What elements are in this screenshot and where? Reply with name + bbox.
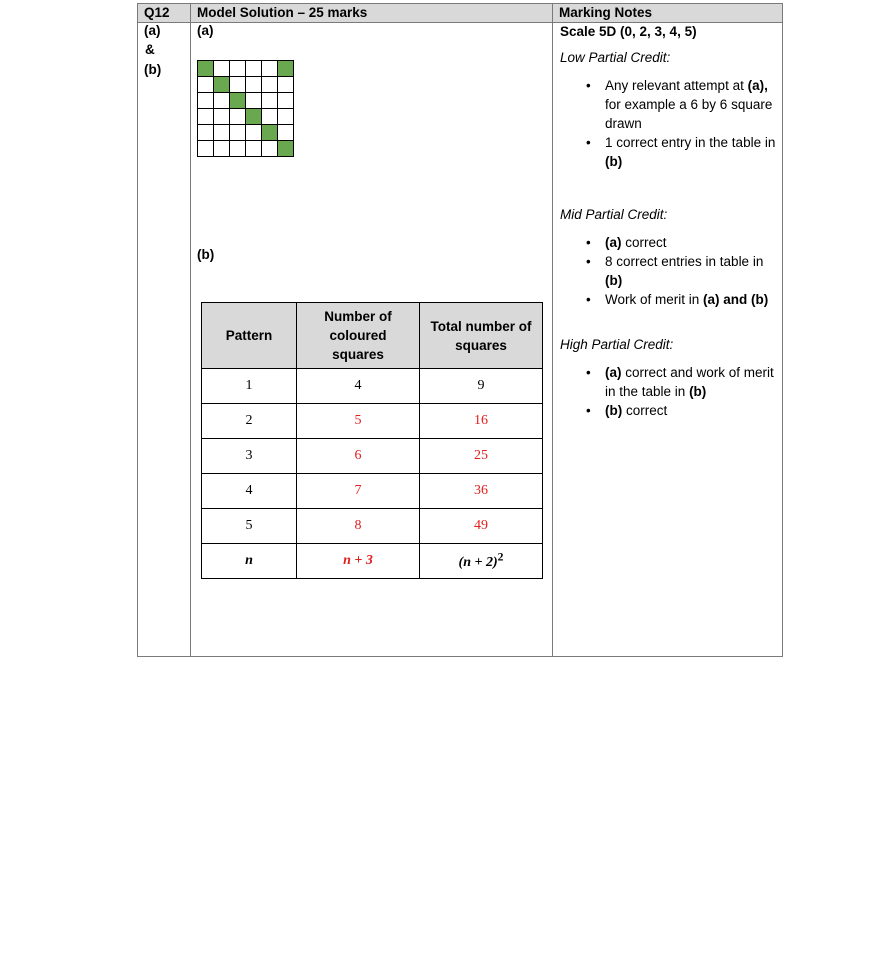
list-item: • (a) correct	[586, 235, 667, 250]
table-row	[202, 369, 543, 404]
solution-header: Model Solution – 25 marks	[197, 5, 368, 20]
solution-part-a-label: (a)	[197, 23, 214, 38]
grid-cell-empty	[230, 125, 246, 141]
list-item: • (a) correct and work of merit in the table in (b)	[586, 365, 774, 399]
list-item: • Work of merit in (a) and (b)	[586, 292, 769, 307]
grid-cell-empty	[278, 109, 294, 125]
grid-cell-empty	[230, 77, 246, 93]
mid-credit-title: Mid Partial Credit:	[560, 207, 668, 222]
low-credit-list	[560, 76, 782, 171]
grid-cell-filled	[230, 93, 246, 109]
column-divider	[552, 4, 553, 656]
cell-coloured-n: n + 3	[297, 544, 420, 579]
table-row	[202, 474, 543, 509]
list-item: • (b) correct	[586, 403, 668, 418]
grid-cell-empty	[262, 93, 278, 109]
label-ampersand: &	[145, 42, 155, 57]
grid-cell-empty	[246, 141, 262, 157]
cell-total-n	[420, 544, 543, 579]
grid-cell-empty	[230, 141, 246, 157]
grid-cell-empty	[198, 77, 214, 93]
grid-cell-empty	[278, 93, 294, 109]
cell-pattern: 1	[202, 369, 297, 404]
cell-total: 49	[420, 509, 543, 544]
grid-cell-empty	[230, 61, 246, 77]
grid-cell-empty	[278, 77, 294, 93]
grid-row	[198, 141, 294, 157]
table-row	[202, 509, 543, 544]
table-header-row	[202, 303, 543, 369]
grid-cell-empty	[230, 109, 246, 125]
grid-cell-empty	[246, 93, 262, 109]
grid-cell-filled	[262, 125, 278, 141]
grid-cell-empty	[246, 61, 262, 77]
table-row-general	[202, 544, 543, 579]
grid-cell-filled	[198, 61, 214, 77]
grid-row	[198, 93, 294, 109]
grid-cell-empty	[214, 141, 230, 157]
low-credit-title: Low Partial Credit:	[560, 50, 671, 65]
solution-part-b-label: (b)	[197, 247, 215, 262]
grid-cell-filled	[214, 77, 230, 93]
total-n-exponent: 2	[497, 550, 504, 564]
cell-total: 25	[420, 439, 543, 474]
question-number: Q12	[144, 5, 170, 20]
header-total: Total number of squares	[420, 303, 543, 369]
grid-cell-empty	[198, 93, 214, 109]
cell-total: 36	[420, 474, 543, 509]
cell-coloured: 5	[297, 404, 420, 439]
label-part-b: (b)	[144, 62, 162, 77]
header-coloured: Number of coloured squares	[297, 303, 420, 369]
cell-coloured: 7	[297, 474, 420, 509]
notes-header: Marking Notes	[559, 5, 653, 20]
mid-credit-list	[560, 233, 782, 309]
cell-coloured: 6	[297, 439, 420, 474]
grid-cell-empty	[262, 109, 278, 125]
high-credit-list	[560, 363, 782, 420]
cell-coloured: 4	[297, 369, 420, 404]
cell-pattern: 3	[202, 439, 297, 474]
grid-cell-empty	[198, 125, 214, 141]
grid-cell-empty	[214, 109, 230, 125]
grid-cell-empty	[246, 77, 262, 93]
scale-line: Scale 5D (0, 2, 3, 4, 5)	[560, 24, 697, 39]
list-item: • 1 correct entry in the table in (b)	[586, 135, 776, 169]
header-pattern: Pattern	[202, 303, 297, 369]
grid-cell-filled	[278, 141, 294, 157]
total-n-base: (n + 2)	[458, 555, 498, 571]
grid-cell-empty	[262, 77, 278, 93]
grid-row	[198, 109, 294, 125]
cell-pattern-n: n	[202, 544, 297, 579]
table-row	[202, 404, 543, 439]
grid-cell-empty	[214, 125, 230, 141]
cell-pattern: 4	[202, 474, 297, 509]
pattern-grid	[197, 60, 294, 157]
grid-cell-empty	[278, 125, 294, 141]
grid-cell-empty	[246, 125, 262, 141]
high-credit-title: High Partial Credit:	[560, 337, 674, 352]
list-item: • 8 correct entries in table in (b)	[586, 254, 764, 288]
grid-row	[198, 125, 294, 141]
grid-cell-empty	[214, 61, 230, 77]
cell-coloured: 8	[297, 509, 420, 544]
cell-pattern: 5	[202, 509, 297, 544]
grid-cell-filled	[246, 109, 262, 125]
grid-cell-empty	[262, 61, 278, 77]
grid-cell-empty	[198, 141, 214, 157]
label-part-a: (a)	[144, 23, 161, 38]
cell-pattern: 2	[202, 404, 297, 439]
marking-scheme-sheet	[137, 3, 783, 657]
column-divider	[190, 4, 191, 656]
cell-total: 16	[420, 404, 543, 439]
grid-row	[198, 77, 294, 93]
grid-cell-empty	[214, 93, 230, 109]
marking-notes	[560, 22, 782, 420]
cell-total: 9	[420, 369, 543, 404]
grid-row	[198, 61, 294, 77]
grid-cell-empty	[262, 141, 278, 157]
list-item: • Any relevant attempt at (a), for example a 6 by 6 square drawn	[586, 78, 773, 131]
grid-cell-filled	[278, 61, 294, 77]
pattern-table	[201, 302, 543, 579]
table-row	[202, 439, 543, 474]
grid-cell-empty	[198, 109, 214, 125]
